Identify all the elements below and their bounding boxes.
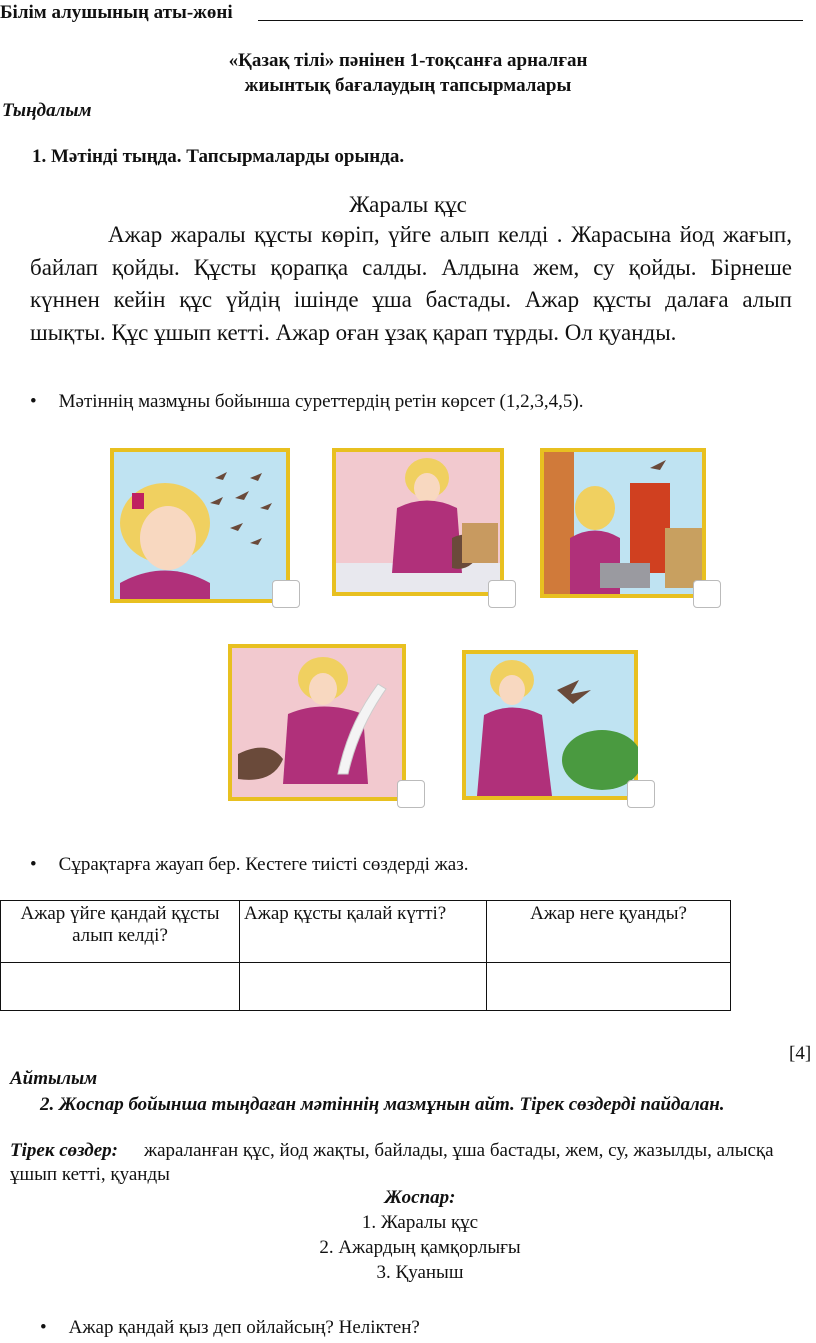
girl-bandage-roll-picture [228,644,406,801]
bullet-1-text: Мәтіннің мазмұны бойынша суреттердің ретін көрсет (1,2,3,4,5). [58,391,584,412]
girl-birds-picture [110,448,290,603]
order-checkbox-2[interactable] [488,580,516,608]
girl-bandaging-picture [332,448,504,596]
student-name-blank[interactable] [258,20,803,21]
table-header-cell: Ажар құсты қалай күтті? [240,901,487,963]
questions-table [0,900,731,1011]
girl-window-picture [540,448,706,598]
score-marker: [4] [789,1043,812,1064]
listening-section-label: Тыңдалым [2,100,92,121]
bullet-2-text: Сұрақтарға жауап бер. Кестеге тиісті сөздерді жаз. [58,854,469,875]
support-words-block [10,1139,810,1187]
bullet-1: • Мәтіннің мазмұны бойынша суреттердің ретін көрсет (1,2,3,4,5). [30,391,584,412]
plan-item-3: 3. Қуаныш [376,1262,464,1283]
task-2-heading: 2. Жоспар бойынша тыңдаған мәтіннің мазмұнын айт. Тірек сөздерді пайдалан. [40,1094,725,1115]
bullet-2: • Сұрақтарға жауап бер. Кестеге тиісті сөздерді жаз. [30,854,469,875]
answer-cell[interactable] [240,963,487,1011]
student-name-label: Білім алушының аты-жөні [0,2,233,23]
plan-label: Жоспар: [384,1187,456,1208]
story-text: Ажар жаралы құсты көріп, үйге алып келді . Жарасына йод жағып, байлап қойды. Құсты қорапқа салды. Алдына жем, су қойды. Бірнеше күннен кейін құс үйдің ішінде ұша бастады. Ажар құсты далаға алып шықты. Құс ұшып кетті. Ажар оған ұзақ қарап тұрды. Ол қуанды. [30,222,792,345]
table-header-cell: Ажар үйге қандай құсты алып келді? [1,901,240,963]
plan-item-1: 1. Жаралы құс [361,1212,479,1233]
answer-cell[interactable] [487,963,731,1011]
title-line-1: «Қазақ тілі» пәнінен 1-тоқсанға арналған [228,50,588,71]
girl-bird-flies-picture [462,650,638,800]
order-checkbox-1[interactable] [272,580,300,608]
table-header-row [1,901,731,963]
support-words-label: Тірек сөздер: [10,1140,118,1161]
order-checkbox-3[interactable] [693,580,721,608]
title-line-2: жиынтық бағалаудың тапсырмалары [244,75,572,96]
table-answer-row [1,963,731,1011]
order-checkbox-4[interactable] [397,780,425,808]
support-words-text: жараланған құс, йод жақты, байлады, ұша бастады, жем, су, жазылды, алысқа ұшып кетті, қуанды [10,1140,774,1185]
answer-cell[interactable] [1,963,240,1011]
story-title: Жаралы құс [349,192,467,217]
plan-item-2: 2. Ажардың қамқорлығы [319,1237,521,1258]
bullet-3-text: Ажар қандай қыз деп ойлайсың? Неліктен? [68,1317,420,1338]
speaking-section-label: Айтылым [10,1068,98,1089]
order-checkbox-5[interactable] [627,780,655,808]
table-header-cell: Ажар неге қуанды? [487,901,731,963]
bullet-3: • Ажар қандай қыз деп ойлайсың? Неліктен? [40,1317,420,1338]
task-1-heading: 1. Мәтінді тыңда. Тапсырмаларды орында. [32,146,405,167]
